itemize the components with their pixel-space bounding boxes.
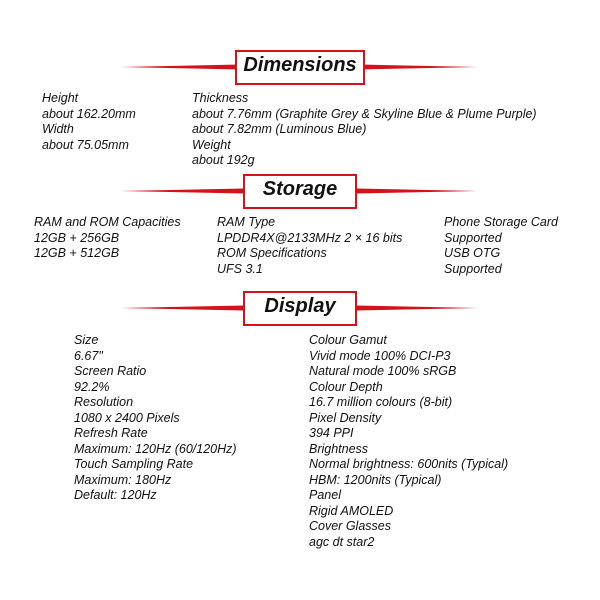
text-line: Thickness [192,91,249,105]
text-line: Pixel Density [309,410,382,425]
text-line: Cover Glasses [309,519,391,533]
section-title-storage: Storage [262,178,338,200]
text-line: Maximum: 120Hz (60/120Hz) [74,441,237,456]
text-line: about 7.76mm (Graphite Grey & Skyline Blue & Plume Purple) [192,106,537,121]
text-line: Colour Depth [309,379,383,394]
text-line: Vivid mode 100% DCI-P3 [309,348,451,363]
text-line: Rigid AMOLED [309,503,394,518]
storage-col-2 [217,215,402,277]
text-line: Height [42,91,79,105]
text-line: Panel [309,488,341,502]
text-line: Supported [444,261,502,276]
text-line: Resolution [74,395,134,409]
storage-col-1 [34,215,181,262]
text-line: Phone Storage Card [444,215,558,229]
dimensions-col-1 [42,91,136,153]
text-line: Maximum: 180Hz [74,472,172,487]
text-line: Refresh Rate [74,426,148,440]
text-line: about 75.05mm [42,137,129,152]
text-line: Normal brightness: 600nits (Typical) [309,457,509,471]
text-line: USB OTG [444,246,501,260]
display-col-2 [309,333,508,550]
text-line: Weight [192,137,231,152]
text-line: Brightness [309,441,369,456]
text-line: 394 PPI [309,426,354,440]
text-line: Natural mode 100% sRGB [309,364,457,378]
text-line: Colour Gamut [309,333,387,347]
text-line: agc dt star2 [309,534,375,549]
storage-header [0,172,600,212]
text-line: Size [74,333,99,347]
section-title-dimensions: Dimensions [243,54,357,76]
text-line: RAM Type [217,215,276,229]
dimensions-header [0,48,600,88]
text-line: Width [42,122,74,136]
text-line: about 162.20mm [42,106,136,121]
text-line: Default: 120Hz [74,488,157,502]
text-line: 16.7 million colours (8-bit) [309,395,453,409]
display-header [0,289,600,329]
text-line: ROM Specifications [217,246,327,260]
text-line: about 7.82mm (Luminous Blue) [192,122,367,136]
text-line: RAM and ROM Capacities [34,215,181,229]
text-line: 12GB + 512GB [34,246,120,260]
display-col-1 [74,333,237,504]
text-line: 6.67" [74,348,103,363]
text-line: 92.2% [74,379,110,394]
text-line: 12GB + 256GB [34,230,120,245]
text-line: about 192g [192,153,255,167]
section-title-display: Display [264,295,336,317]
storage-col-3 [444,215,558,277]
text-line: Touch Sampling Rate [74,457,194,471]
text-line: LPDDR4X@2133MHz 2 × 16 bits [217,230,403,245]
text-line: Screen Ratio [74,364,147,378]
text-line: HBM: 1200nits (Typical) [309,472,442,487]
text-line: 1080 x 2400 Pixels [74,410,180,425]
text-line: UFS 3.1 [217,261,263,276]
dimensions-col-2 [192,91,537,169]
text-line: Supported [444,230,502,245]
